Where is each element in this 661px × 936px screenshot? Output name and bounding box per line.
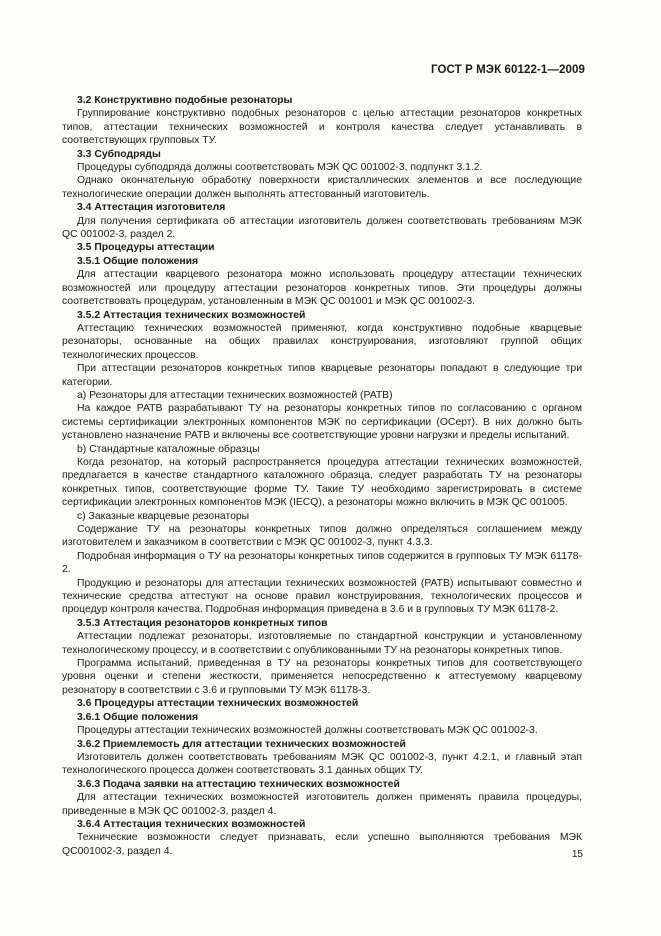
section-heading: 3.6.4 Аттестация технических возможностей bbox=[77, 818, 306, 830]
paragraph: с) Заказные кварцевые резонаторы bbox=[77, 510, 250, 522]
page-number: 15 bbox=[571, 849, 583, 860]
paragraph: Процедуры субподряда должны соответствовать МЭК QC 001002-3, подпункт 3.1.2. bbox=[77, 162, 483, 174]
section-heading: 3.2 Конструктивно подобные резонаторы bbox=[77, 95, 293, 106]
paragraph: Программа испытаний, приведенная в ТУ на резонаторы конкретных типов для соответствующего уровня оценки и степени жесткости, применяется непосредственно к аттестуемому кварцевому резонатору в соответствии с 3.6 и групповыми ТУ МЭК 61178-3. bbox=[62, 658, 582, 696]
section-heading: 3.5.1 Общие положения bbox=[77, 255, 199, 267]
paragraph: Группирование конструктивно подобных резонаторов с целью аттестации резонаторов конкретных типов, аттестации технических возможностей и контроля качества следует устанавливать в соответствующих групповых ТУ. bbox=[62, 108, 582, 147]
paragraph: Для получения сертификата об аттестации изготовитель должен соответствовать требованиям МЭК QC 001002-3, раздел 2. bbox=[62, 215, 582, 241]
paragraph: Содержание ТУ на резонаторы конкретных типов должно определяться соглашением между изготовителем и заказчиком в соответствии с МЭК QC 001002-3, пункт 4.3.3. bbox=[62, 524, 582, 549]
section-heading: 3.6.2 Приемлемость для аттестации технических возможностей bbox=[77, 738, 406, 750]
paragraph: Для аттестации технических возможностей изготовитель должен применять правила процедуры, приведенные в МЭК QC 001002-3, раздел 4. bbox=[62, 792, 582, 817]
paragraph: Процедуры аттестации технических возможностей должны соответствовать МЭК QC 001002-3. bbox=[77, 725, 538, 737]
section-heading: 3.6.1 Общие положения bbox=[77, 711, 199, 723]
section-heading: 3.3 Субподряды bbox=[77, 148, 161, 160]
paragraph: b) Стандартные каталожные образцы bbox=[77, 443, 260, 455]
section-heading: 3.5.2 Аттестация технических возможностей bbox=[77, 309, 306, 321]
paragraph: Продукцию и резонаторы для аттестации технических возможностей (РАТВ) испытывают совместно и технические средства аттестуют на основе правил конструирования, технологических процессов и процедур контроля качества. Подробная информация приведена в 3.6 и в групповых ТУ МЭК 61178-2. bbox=[62, 577, 582, 616]
document-header: ГОСТ Р МЭК 60122-1—2009 bbox=[431, 64, 585, 76]
section-heading: 3.6 Процедуры аттестации технических возможностей bbox=[77, 698, 359, 710]
paragraph: а) Резонаторы для аттестации технических возможностей (РАТВ) bbox=[77, 389, 393, 401]
paragraph: Когда резонатор, на который распространяется процедура аттестации технических возможностей, предлагается в качестве стандартного каталожного образца, следует разработать ТУ на резонаторы конкретных типов, соответствующие форме ТУ. Такие ТУ необходимо зарегистрировать в системе сертификации электронных компонентов МЭК (IECQ), а резонаторы можно включить в МЭК QC 001005. bbox=[62, 456, 582, 509]
paragraph: Аттестации подлежат резонаторы, изготовляемые по стандартной конструкции и установленному технологическому процессу, и в соответствии с опубликованными ТУ на резонаторы конкретных типов. bbox=[62, 631, 582, 656]
paragraph: Однако окончательную обработку поверхности кристаллических элементов и все последующие технологические операции должен выполнять аттестованный изготовитель. bbox=[62, 175, 582, 200]
section-heading: 3.5.3 Аттестация резонаторов конкретных типов bbox=[77, 617, 328, 629]
paragraph: Подробная информация о ТУ на резонаторы конкретных типов содержится в групповых ТУ МЭК 61178-2. bbox=[62, 550, 582, 576]
paragraph: Для аттестации кварцевого резонатора можно использовать процедуру аттестации технических возможностей или процедуру аттестации резонаторов конкретных типов. Эти процедуры должны соответствовать процедурам, установленным в МЭК QC 001001 и МЭК QC 001002-3. bbox=[62, 269, 582, 308]
section-heading: 3.4 Аттестация изготовителя bbox=[77, 202, 226, 214]
section-heading: 3.5 Процедуры аттестации bbox=[77, 242, 215, 254]
paragraph: Изготовитель должен соответствовать требованиям МЭК QC 001002-3, пункт 4.2.1, и главный этап технологического процесса должен соответствовать 3.1 данных общих ТУ. bbox=[62, 751, 582, 777]
document-body bbox=[62, 94, 582, 858]
paragraph: Технические возможности следует признавать, если успешно выполняются требования МЭК QC001002-3, раздел 4. bbox=[62, 832, 582, 857]
paragraph: Аттестацию технических возможностей применяют, когда конструктивно подобные кварцевые резонаторы, основанные на общих правилах конструирования, изготовляют группой общих технологических процессов. bbox=[62, 322, 582, 361]
paragraph: При аттестации резонаторов конкретных типов кварцевые резонаторы попадают в следующие три категории. bbox=[62, 363, 582, 388]
paragraph: На каждое РАТВ разрабатывают ТУ на резонаторы конкретных типов по согласованию с органом системы сертификации электронных компонентов МЭК по сертификации (ОСерт). В них должно быть установлено назначение РАТВ и включены все соответствующие уровни нагрузки и пределы испытаний. bbox=[62, 403, 582, 442]
section-heading: 3.6.3 Подача заявки на аттестацию технических возможностей bbox=[77, 778, 400, 790]
